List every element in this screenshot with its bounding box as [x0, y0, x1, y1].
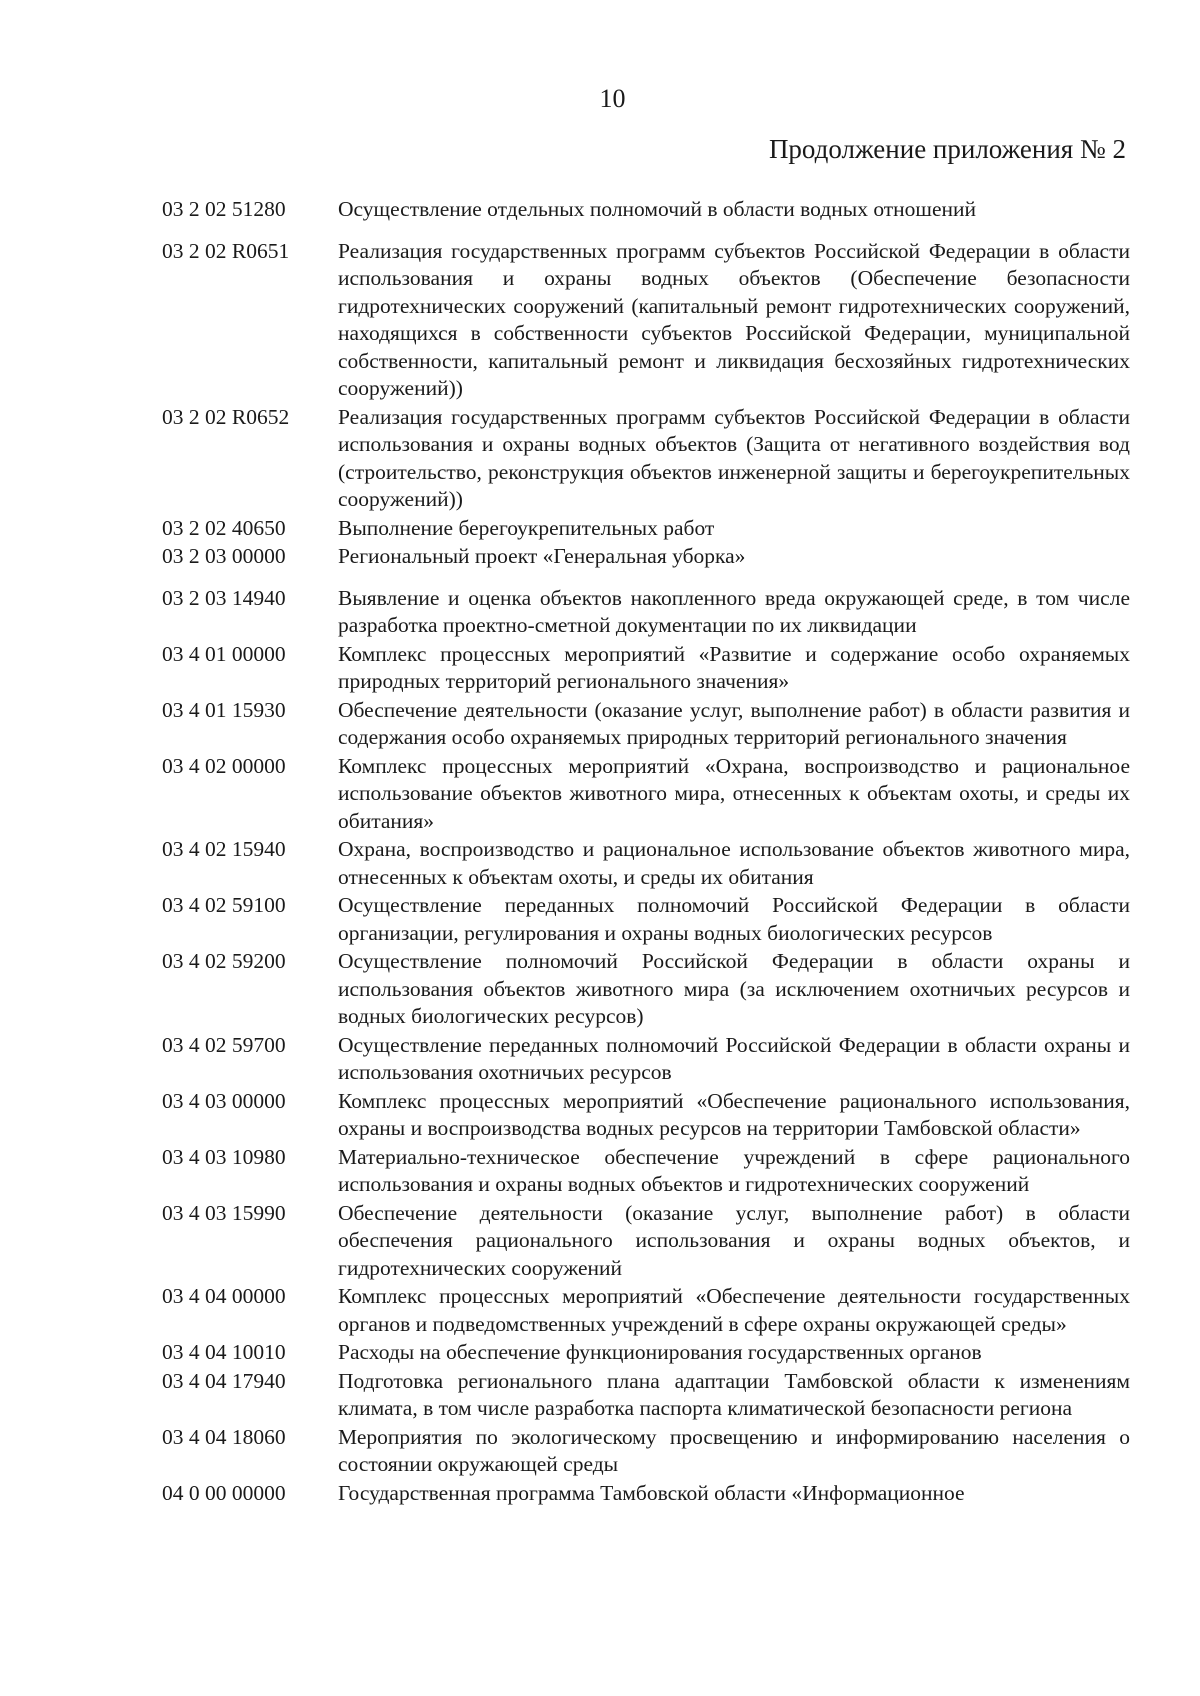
row-code: 03 4 04 18060 — [162, 1424, 286, 1449]
row-description: Охрана, воспроизводство и рациональное использование объектов животного мира, отнесенных к объектам охоты, и среды их обитания — [338, 837, 1130, 889]
continuation-heading: Продолжение приложения № 2 — [768, 134, 1126, 164]
row-code: 03 4 02 00000 — [162, 753, 286, 778]
row-description: Подготовка регионального плана адаптации Тамбовской области к изменениям климата, в том числе разработка паспорта климатической безопасности региона — [338, 1368, 1130, 1420]
row-description: Осуществление переданных полномочий Российской Федерации в области охраны и использования охотничьих ресурсов — [338, 1032, 1130, 1084]
table-row — [162, 1144, 1130, 1199]
row-description: Региональный проект «Генеральная уборка» — [338, 544, 746, 568]
row-code: 03 4 02 59200 — [162, 949, 286, 973]
code-table — [162, 196, 1130, 1508]
row-code: 03 4 01 00000 — [162, 641, 286, 666]
row-code: 03 4 03 10980 — [162, 1144, 286, 1169]
row-description: Выполнение берегоукрепительных работ — [338, 515, 715, 540]
row-code: 03 4 04 10010 — [162, 1340, 286, 1364]
row-description: Реализация государственных программ субъектов Российской Федерации в области использования и охраны водных объектов (Обеспечение безопасности гидротехнических сооружений (капитальный ремонт гидротехнических сооружений, находящихся в собственности субъектов Российской Федерации, муниципальной собственности, капитальный ремонт и ликвидация бесхозяйных гидротехнических сооружений)) — [338, 238, 1130, 400]
table-row — [162, 948, 1130, 1031]
table-row — [162, 836, 1130, 891]
table-row — [162, 404, 1130, 514]
table-row — [162, 1339, 1130, 1367]
row-description: Расходы на обеспечение функционирования государственных органов — [338, 1340, 982, 1364]
row-description: Выявление и оценка объектов накопленного вреда окружающей среде, в том числе разработка проектно-сметной документации по их ликвидации — [338, 585, 1130, 637]
row-code: 03 4 02 59700 — [162, 1032, 286, 1057]
table-row — [162, 1200, 1130, 1283]
table-row — [162, 697, 1130, 752]
row-description: Осуществление полномочий Российской Федерации в области охраны и использования объектов животного мира (за исключением охотничьих ресурсов и водных биологических ресурсов) — [338, 949, 1130, 1028]
row-code: 03 2 03 00000 — [162, 544, 286, 568]
row-code: 03 2 03 14940 — [162, 585, 286, 610]
table-row — [162, 1283, 1130, 1338]
row-description: Обеспечение деятельности (оказание услуг, выполнение работ) в области обеспечения рационального использования и охраны водных объектов, и гидротехнических сооружений — [338, 1200, 1130, 1280]
row-code: 03 4 04 00000 — [162, 1284, 286, 1308]
row-description: Осуществление переданных полномочий Российской Федерации в области организации, регулирования и охраны водных биологических ресурсов — [338, 893, 1130, 945]
table-row — [162, 1480, 1130, 1508]
row-code: 03 4 02 59100 — [162, 893, 286, 917]
row-code: 03 4 03 15990 — [162, 1200, 286, 1225]
table-row — [162, 753, 1130, 836]
row-description: Комплекс процессных мероприятий «Обеспечение рационального использования, охраны и воспроизводства водных ресурсов на территории Тамбовской области» — [338, 1088, 1130, 1140]
row-code: 03 4 04 17940 — [162, 1368, 286, 1393]
table-row — [162, 238, 1130, 403]
row-description: Комплекс процессных мероприятий «Обеспечение деятельности государственных органов и подведомственных учреждений в сфере охраны окружающей среды» — [338, 1284, 1130, 1336]
table-row — [162, 585, 1130, 640]
row-description: Обеспечение деятельности (оказание услуг, выполнение работ) в области развития и содержания особо охраняемых природных территорий регионального значения — [338, 697, 1130, 749]
row-description: Государственная программа Тамбовской области «Информационное — [338, 1480, 965, 1505]
row-code: 03 2 02 R0652 — [162, 404, 290, 429]
row-description: Реализация государственных программ субъектов Российской Федерации в области использования и охраны водных объектов (Защита от негативного воздействия вод (строительство, реконструкция объектов инженерной защиты и берегоукрепительных сооружений)) — [338, 404, 1130, 511]
table-row — [162, 515, 1130, 543]
row-description: Мероприятия по экологическому просвещению и информированию населения о состоянии окружающей среды — [338, 1424, 1130, 1476]
row-code: 03 4 01 15930 — [162, 697, 286, 722]
table-row — [162, 196, 1130, 224]
table-row — [162, 892, 1130, 947]
row-code: 03 2 02 51280 — [162, 197, 286, 221]
row-code: 03 4 02 15940 — [162, 837, 286, 861]
table-row — [162, 641, 1130, 696]
row-code: 03 2 02 R0651 — [162, 238, 290, 263]
row-description: Материально-техническое обеспечение учреждений в сфере рационального использования и охраны водных объектов и гидротехнических сооружений — [338, 1144, 1130, 1196]
table-row — [162, 1368, 1130, 1423]
row-description: Комплекс процессных мероприятий «Охрана, воспроизводство и рациональное использование объектов животного мира, отнесенных к объектам охоты, и среды их обитания» — [338, 753, 1130, 833]
row-description: Комплекс процессных мероприятий «Развитие и содержание особо охраняемых природных территорий регионального значения» — [338, 641, 1130, 693]
row-code: 04 0 00 00000 — [162, 1480, 286, 1505]
row-code: 03 2 02 40650 — [162, 515, 286, 540]
table-row — [162, 543, 1130, 571]
table-row — [162, 1032, 1130, 1087]
page-number: 10 — [599, 84, 626, 113]
table-row — [162, 1424, 1130, 1479]
row-code: 03 4 03 00000 — [162, 1088, 286, 1113]
table-row — [162, 1088, 1130, 1143]
row-description: Осуществление отдельных полномочий в области водных отношений — [338, 197, 977, 221]
